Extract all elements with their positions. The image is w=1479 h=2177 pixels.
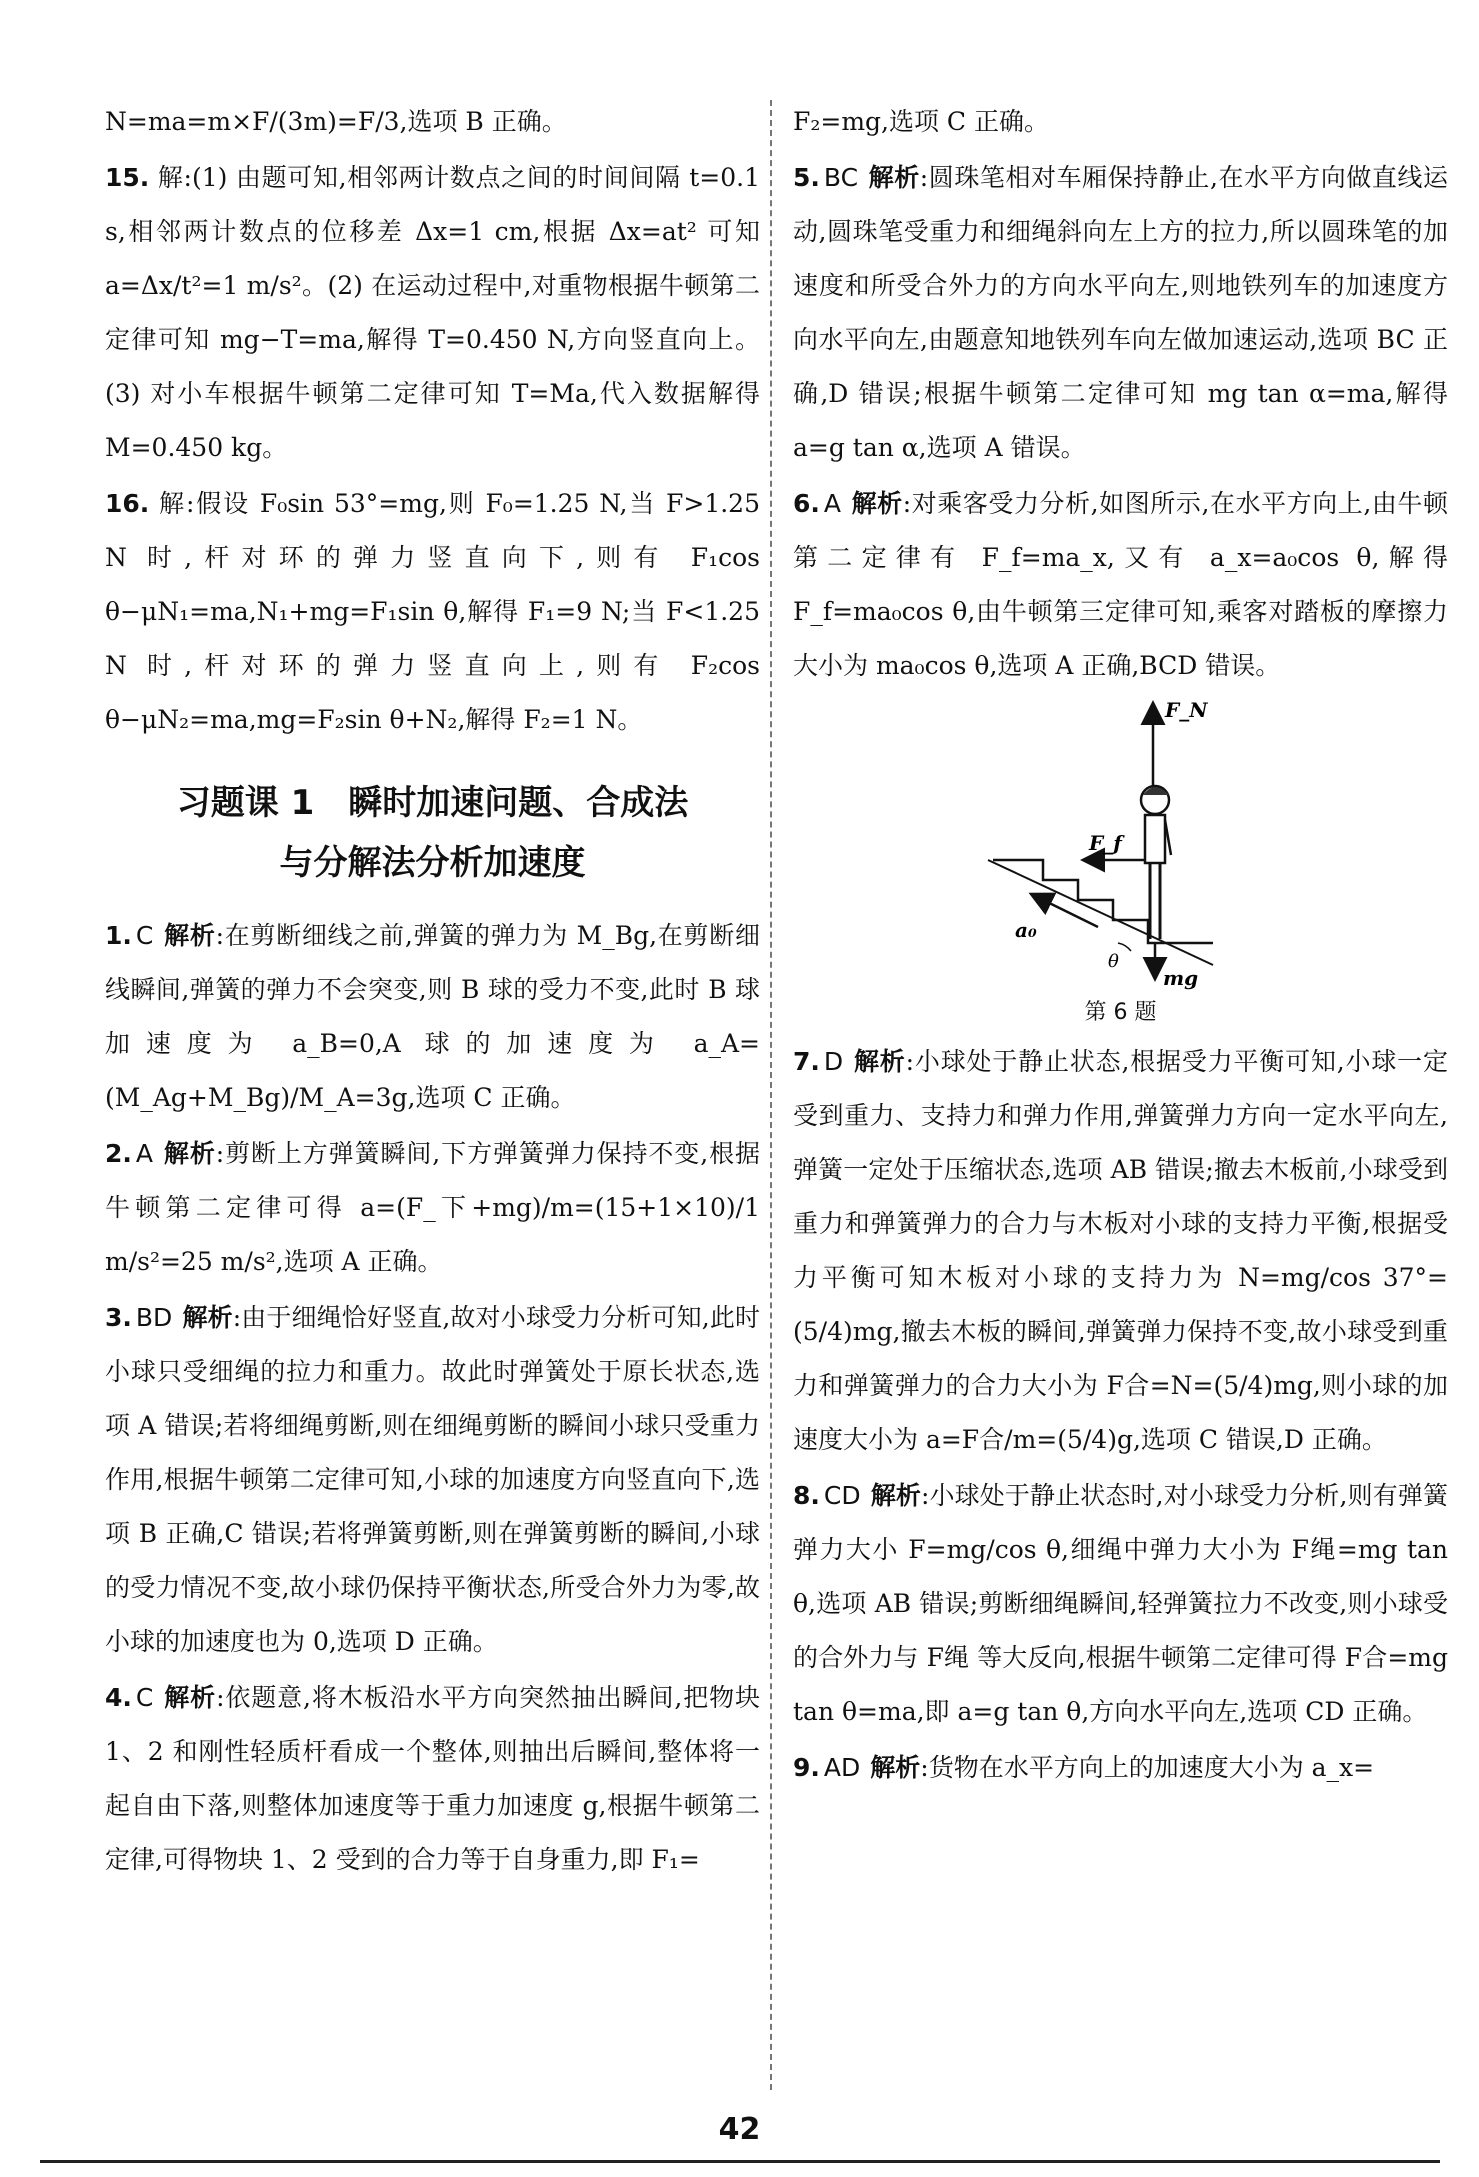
label-theta: θ	[1108, 951, 1119, 972]
question-number: 8.	[793, 1481, 820, 1510]
question-number: 6.	[793, 489, 820, 518]
continued-text: F₂=mg,选项 C 正确。	[793, 107, 1049, 136]
analysis-label: 解析	[182, 1303, 233, 1332]
question-text: 解:假设 F₀sin 53°=mg,则 F₀=1.25 N,当 F>1.25 N 时,杆对环的弹力竖直向下,则有 F₁cos θ−μN₁=ma,N₁+mg=F₁sin θ,解得 F₁=9 N;当 F<1.25 N 时,杆对环的弹力竖直向上,则有 F₂cos θ−μN₂=ma,mg=F₂sin θ+N₂,解得 F₂=1 N。	[105, 489, 760, 734]
question-number: 7.	[793, 1047, 820, 1076]
question-16	[105, 477, 760, 747]
answer-choice: BD	[135, 1303, 173, 1332]
question-8	[793, 1469, 1448, 1739]
analysis-label: 解析	[163, 921, 216, 950]
answer-choice: A	[135, 1139, 154, 1168]
label-a0: a₀	[1015, 918, 1037, 942]
analysis-label: 解析	[868, 163, 920, 192]
question-2	[105, 1127, 760, 1289]
section-title	[105, 773, 760, 893]
analysis-text: :依题意,将木板沿水平方向突然抽出瞬间,把物块 1、2 和刚性轻质杆看成一个整体,则抽出后瞬间,整体将一起自由下落,则整体加速度等于重力加速度 g,根据牛顿第二定律,可得物块 1、2 受到的合力等于自身重力,即 F₁=	[105, 1683, 760, 1874]
analysis-label: 解析	[853, 1047, 906, 1076]
question-15	[105, 151, 760, 475]
answer-choice: D	[823, 1047, 844, 1076]
question-text: 解:(1) 由题可知,相邻两计数点之间的时间间隔 t=0.1 s,相邻两计数点的位移差 Δx=1 cm,根据 Δx=at² 可知 a=Δx/t²=1 m/s²。(2) 在运动过程中,对重物根据牛顿第二定律可知 mg−T=ma,解得 T=0.450 N,方向竖直向上。(3) 对小车根据牛顿第二定律可知 T=Ma,代入数据解得 M=0.450 kg。	[105, 163, 760, 462]
analysis-text: :由于细绳恰好竖直,故对小球受力分析可知,此时小球只受细绳的拉力和重力。故此时弹簧处于原长状态,选项 A 错误;若将细绳剪断,则在细绳剪断的瞬间小球只受重力作用,根据牛顿第二定律可知,小球的加速度方向竖直向下,选项 B 正确,C 错误;若将弹簧剪断,则在弹簧剪断的瞬间,小球的受力情况不变,故小球仍保持平衡状态,所受合外力为零,故小球的加速度也为 0,选项 D 正确。	[105, 1303, 760, 1656]
incline-line	[988, 860, 1213, 965]
answer-choice: A	[823, 489, 842, 518]
answer-choice: BC	[823, 163, 859, 192]
analysis-text: :货物在水平方向上的加速度大小为 a_x=	[920, 1753, 1375, 1782]
question-7	[793, 1035, 1448, 1467]
question-number: 9.	[793, 1753, 820, 1782]
label-ff: F_f	[1089, 831, 1122, 855]
label-fn: F_N	[1165, 698, 1208, 722]
answer-choice: CD	[823, 1481, 861, 1510]
bottom-rule	[40, 2160, 1440, 2163]
question-4	[105, 1671, 760, 1887]
question-1	[105, 909, 760, 1125]
question-number: 1.	[105, 921, 132, 950]
question-number: 3.	[105, 1303, 132, 1332]
analysis-text: :圆珠笔相对车厢保持静止,在水平方向做直线运动,圆珠笔受重力和细绳斜向左上方的拉力,所以圆珠笔的加速度和所受合外力的方向水平向左,则地铁列车的加速度方向水平向左,由题意知地铁列车向左做加速运动,选项 BC 正确,D 错误;根据牛顿第二定律可知 mg tan α=ma,解得 a=g tan α,选项 A 错误。	[793, 163, 1448, 462]
right-column	[793, 95, 1448, 1797]
theta-arc	[1118, 943, 1131, 951]
analysis-text: :小球处于静止状态时,对小球受力分析,则有弹簧弹力大小 F=mg/cos θ,细绳中弹力大小为 F绳=mg tan θ,选项 AB 错误;剪断细绳瞬间,轻弹簧拉力不改变,则小球受的合外力与 F绳 等大反向,根据牛顿第二定律可得 F合=mg tan θ=ma,即 a=g tan θ,方向水平向左,选项 CD 正确。	[793, 1481, 1448, 1726]
left-column	[105, 95, 760, 1889]
question-number: 16.	[105, 489, 150, 518]
section-title-line-2: 与分解法分析加速度	[279, 843, 586, 883]
analysis-label: 解析	[851, 489, 903, 518]
label-mg: mg	[1163, 966, 1199, 990]
answer-choice: AD	[823, 1753, 861, 1782]
question-number: 5.	[793, 163, 820, 192]
figure-6	[793, 695, 1448, 1035]
analysis-label: 解析	[163, 1683, 217, 1712]
passenger-icon	[1141, 786, 1171, 939]
page-number: 42	[718, 2112, 761, 2147]
question-3	[105, 1291, 760, 1669]
question-number: 2.	[105, 1139, 132, 1168]
question-number: 4.	[105, 1683, 132, 1712]
answer-choice: C	[135, 921, 154, 950]
answer-choice: C	[135, 1683, 154, 1712]
section-title-line-1: 习题课 1 瞬时加速问题、合成法	[176, 783, 689, 823]
question-6	[793, 477, 1448, 693]
question-9	[793, 1741, 1448, 1795]
column-divider	[770, 100, 772, 2090]
analysis-text: :剪断上方弹簧瞬间,下方弹簧弹力保持不变,根据牛顿第二定律可得 a=(F_下+mg)/m=(15+1×10)/1 m/s²=25 m/s²,选项 A 正确。	[105, 1139, 760, 1276]
escalator-diagram	[793, 695, 1448, 995]
analysis-label: 解析	[870, 1753, 921, 1782]
question-5	[793, 151, 1448, 475]
question-number: 15.	[105, 163, 150, 192]
analysis-label: 解析	[870, 1481, 921, 1510]
continued-text: N=ma=m×F/(3m)=F/3,选项 B 正确。	[105, 107, 567, 136]
figure-caption: 第 6 题	[1084, 1000, 1157, 1025]
analysis-label: 解析	[163, 1139, 216, 1168]
analysis-text: :小球处于静止状态,根据受力平衡可知,小球一定受到重力、支持力和弹力作用,弹簧弹力方向一定水平向左,弹簧一定处于压缩状态,选项 AB 错误;撤去木板前,小球受到重力和弹簧弹力的合力与木板对小球的支持力平衡,根据受力平衡可知木板对小球的支持力为 N=mg/cos 37°=(5/4)mg,撤去木板的瞬间,弹簧弹力保持不变,故小球受到重力和弹簧弹力的合力大小为 F合=N=(5/4)mg,则小球的加速度大小为 a=F合/m=(5/4)g,选项 C 错误,D 正确。	[793, 1047, 1448, 1454]
analysis-text: :对乘客受力分析,如图所示,在水平方向上,由牛顿第二定律有 F_f=ma_x,又有 a_x=a₀cos θ,解得 F_f=ma₀cos θ,由牛顿第三定律可知,乘客对踏板的摩擦力大小为 ma₀cos θ,选项 A 正确,BCD 错误。	[793, 489, 1448, 680]
analysis-text: :在剪断细线之前,弹簧的弹力为 M_Bg,在剪断细线瞬间,弹簧的弹力不会突变,则 B 球的受力不变,此时 B 球加速度为 a_B=0,A 球的加速度为 a_A=(M_Ag+M_Bg)/M_A=3g,选项 C 正确。	[105, 921, 760, 1112]
